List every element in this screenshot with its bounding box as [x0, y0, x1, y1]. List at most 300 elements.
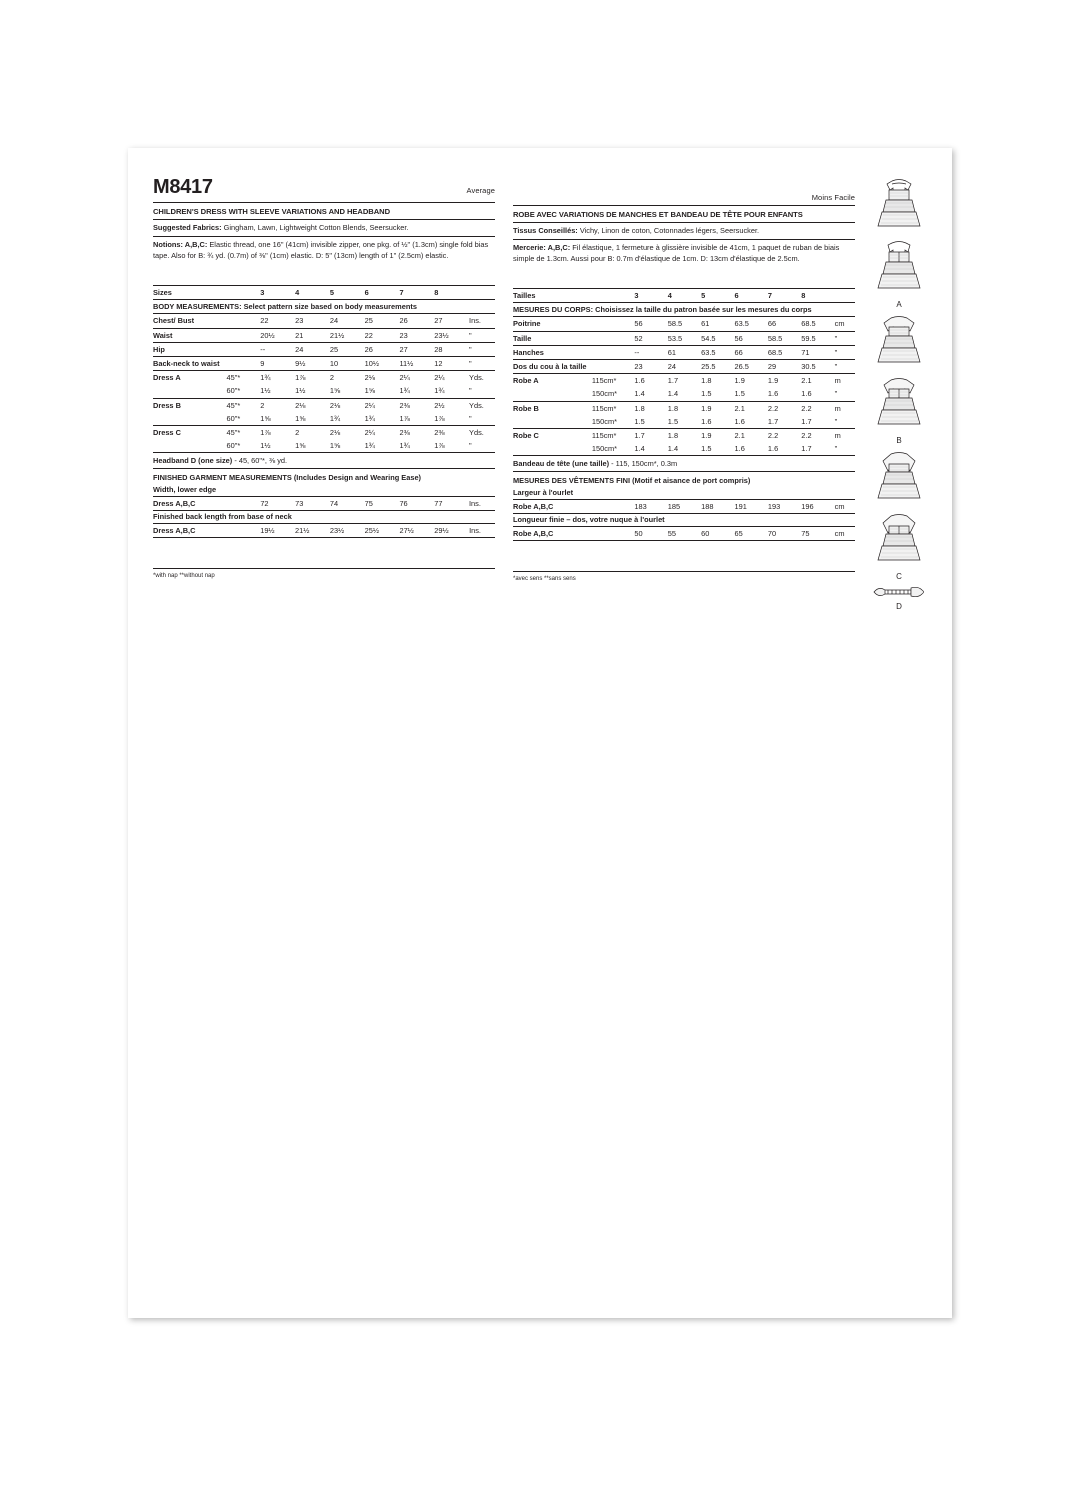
unit-cell: m — [834, 376, 841, 386]
english-header — [153, 176, 495, 203]
english-title: CHILDREN'S DRESS WITH SLEEVE VARIATIONS AND HEADBAND — [153, 203, 495, 220]
unit-cell: cm — [835, 500, 855, 514]
cell: 77 — [434, 497, 469, 511]
row-label: Poitrine — [513, 317, 592, 331]
cell: 22 — [260, 314, 295, 328]
cell: 75 — [365, 497, 400, 511]
unit-cell — [469, 286, 495, 300]
unit-cell: Yds. — [469, 400, 484, 410]
unit-cell: " — [835, 345, 855, 359]
cell: 1½ — [295, 384, 330, 398]
cell: 183 — [634, 500, 667, 514]
table-row — [513, 345, 855, 359]
row-label — [513, 442, 592, 456]
french-footnote-wrap — [513, 571, 855, 582]
cell: 1¾ — [330, 412, 365, 426]
size-cell: 3 — [260, 286, 295, 300]
cell: 1⅞ — [434, 439, 469, 453]
cell: 58.5 — [768, 331, 801, 345]
fabrics-label-en: Suggested Fabrics: — [153, 222, 222, 232]
fabric-width: 115cm* — [591, 430, 617, 440]
unit-cell: " — [469, 412, 495, 426]
cell: 28 — [434, 342, 469, 356]
cell: 2.2 — [801, 430, 812, 440]
english-sizes-table — [153, 286, 495, 453]
pattern-number: M8417 — [153, 176, 213, 198]
cell: 27 — [399, 342, 434, 356]
row-label: Dress A,B,C — [153, 524, 227, 538]
headband-view-d — [863, 584, 935, 600]
size-cell: 5 — [701, 289, 734, 303]
english-width-lower-edge: Width, lower edge — [153, 484, 495, 497]
cell: 56 — [735, 331, 768, 345]
unit-cell: m — [834, 430, 841, 440]
table-row — [153, 342, 495, 356]
cell: 1.9 — [701, 430, 712, 440]
cell: 23½ — [434, 328, 469, 342]
fabric-width: 45"* — [226, 400, 241, 410]
table-row — [513, 401, 855, 415]
cell: 10½ — [365, 356, 400, 370]
cell: 1.6 — [701, 415, 734, 429]
cell: 56 — [634, 317, 667, 331]
cell: 9 — [260, 356, 295, 370]
cell: 73 — [295, 497, 330, 511]
size-cell: 4 — [295, 286, 330, 300]
row-label: Dress B — [153, 400, 181, 410]
row-label: Dress A,B,C — [153, 497, 227, 511]
cell: 2¼ — [399, 373, 410, 383]
fabric-width: 115cm* — [591, 403, 617, 413]
row-label — [153, 384, 227, 398]
table-row — [153, 356, 495, 370]
dress-view-c-front — [863, 448, 935, 508]
cell: 1.8 — [701, 376, 712, 386]
sizes-header-row-fr — [513, 289, 855, 303]
body-measurements-header-en — [153, 300, 495, 314]
cell: 27½ — [399, 524, 434, 538]
cell: 2 — [260, 400, 265, 410]
french-notions — [513, 240, 855, 289]
fabric-width: 150cm* — [592, 387, 634, 401]
unit-cell: Yds. — [469, 373, 484, 383]
cell: 1.4 — [668, 387, 701, 401]
english-finished-heading: FINISHED GARMENT MEASUREMENTS (Includes Design and Wearing Ease) — [153, 472, 422, 482]
cell: 1⅞ — [295, 373, 306, 383]
cell: 2¼ — [364, 427, 375, 437]
dress-view-a-front — [863, 176, 935, 236]
cell: 26 — [399, 314, 434, 328]
unit-cell: " — [835, 331, 855, 345]
cell: 2 — [329, 373, 334, 383]
row-label — [153, 412, 227, 426]
table-row — [513, 428, 855, 442]
cell: 58.5 — [668, 317, 701, 331]
headband-text-fr: - 115, 150cm*, 0.3m — [609, 459, 678, 469]
size-cell: 7 — [768, 289, 801, 303]
cell: 1.7 — [667, 376, 679, 386]
cell: 30.5 — [801, 359, 834, 373]
cell: 1.7 — [768, 415, 801, 429]
cell: 72 — [260, 497, 295, 511]
cell: 1½ — [260, 384, 295, 398]
cell: 66 — [768, 317, 801, 331]
cell: 68.5 — [768, 345, 801, 359]
row-label: Robe A — [513, 376, 539, 386]
size-cell: 7 — [399, 286, 434, 300]
cell: 2.1 — [734, 403, 745, 413]
cell: 1.4 — [668, 442, 701, 456]
body-measurements-heading-fr: MESURES DU CORPS: Choisissez la taille du patron basée sur les mesures du corps — [513, 303, 855, 317]
cell: 65 — [735, 527, 768, 541]
cell: 10 — [330, 356, 365, 370]
cell: 1.6 — [768, 387, 801, 401]
cell: -- — [634, 345, 667, 359]
cell: 1.4 — [634, 442, 667, 456]
cell: 76 — [399, 497, 434, 511]
cell: 1.7 — [801, 415, 834, 429]
row-label: Dos du cou à la taille — [513, 359, 592, 373]
fabric-width: 60"* — [227, 384, 261, 398]
cell: 2 — [295, 427, 300, 437]
french-header — [513, 176, 855, 206]
size-cell: 8 — [801, 289, 834, 303]
english-notions — [153, 237, 495, 286]
unit-cell: " — [469, 439, 495, 453]
cell: 70 — [768, 527, 801, 541]
cell: 1.6 — [768, 442, 801, 456]
fabric-width: 115cm* — [591, 376, 617, 386]
french-footnote: *avec sens **sans sens — [513, 576, 576, 583]
english-column — [153, 176, 495, 582]
unit-cell: " — [469, 356, 495, 370]
unit-cell: Ins. — [469, 497, 495, 511]
cell: 1.5 — [701, 387, 734, 401]
cell: 2.2 — [767, 403, 779, 413]
row-label — [513, 387, 592, 401]
cell: 12 — [434, 356, 469, 370]
cell: 29½ — [434, 524, 469, 538]
body-measurements-header-fr — [513, 303, 855, 317]
cell: 21½ — [330, 328, 365, 342]
cell: 1.7 — [801, 442, 834, 456]
unit-cell: " — [469, 328, 495, 342]
difficulty-level-fr: Moins Facile — [811, 193, 855, 202]
body-measurements-heading-en: BODY MEASUREMENTS: Select pattern size based on body measurements — [153, 300, 495, 314]
sizes-spacer-en — [227, 286, 261, 300]
table-row — [513, 387, 855, 401]
cell: 11½ — [399, 356, 434, 370]
table-row — [153, 371, 495, 385]
cell: 1⅞ — [399, 412, 434, 426]
table-row — [153, 328, 495, 342]
cell: 24 — [330, 314, 365, 328]
cell: 1.7 — [634, 430, 645, 440]
cell: 1⅝ — [260, 412, 295, 426]
english-suggested-fabrics — [153, 220, 495, 238]
cell: 1.5 — [701, 442, 734, 456]
cell: 185 — [668, 500, 701, 514]
cell: 26 — [365, 342, 400, 356]
dress-view-a-back — [863, 238, 935, 298]
row-label: Chest/ Bust — [153, 314, 227, 328]
table-row — [513, 374, 855, 388]
cell: 25½ — [365, 524, 400, 538]
row-label — [153, 439, 227, 453]
cell: 1¾ — [399, 439, 434, 453]
cell: 66 — [735, 345, 768, 359]
row-label: Robe A,B,C — [513, 500, 592, 514]
cell: 1.5 — [735, 387, 768, 401]
cell: 63.5 — [701, 345, 734, 359]
difficulty-level-en: Average — [466, 186, 495, 195]
row-label: Taille — [513, 331, 592, 345]
cell: 193 — [768, 500, 801, 514]
table-row — [513, 317, 855, 331]
sizes-label-en: Sizes — [153, 286, 227, 300]
cell: 1.6 — [634, 376, 645, 386]
unit-cell — [835, 289, 855, 303]
view-label-a: A — [896, 300, 902, 309]
table-row — [513, 527, 855, 541]
fabrics-text-en: Gingham, Lawn, Lightweight Cotton Blends, Seersucker. — [221, 222, 409, 232]
cell: 1⅝ — [330, 384, 365, 398]
table-row — [513, 442, 855, 456]
size-cell: 6 — [365, 286, 400, 300]
cell: 2¼ — [434, 373, 445, 383]
cell: 188 — [701, 500, 734, 514]
fabric-width: 150cm* — [592, 442, 634, 456]
cell: 1.8 — [667, 403, 679, 413]
headband-label-fr: Bandeau de tête (une taille) — [513, 459, 610, 469]
cell: 196 — [801, 500, 834, 514]
row-label: Back-neck to waist — [153, 356, 227, 370]
cell: 23 — [634, 359, 667, 373]
french-headband-note — [513, 456, 855, 472]
cell: 29 — [768, 359, 801, 373]
cell: 50 — [634, 527, 667, 541]
cell: 1.9 — [734, 376, 745, 386]
table-row — [513, 359, 855, 373]
headband-text-en: - 45, 60"*, ⅜ yd. — [232, 456, 288, 466]
cell: 191 — [735, 500, 768, 514]
table-row — [153, 384, 495, 398]
sizes-header-row-en — [153, 286, 495, 300]
notions-text-fr: Fil élastique, 1 fermeture à glissière invisible de 41cm, 1 paquet de ruban de biais simple de 1.3cm. Aussi pour B: 0.7m d'élastique de 1cm. D: 13cm d'élastique de 2.5cm. — [513, 243, 840, 263]
cell: 52 — [634, 331, 667, 345]
french-width-lower-edge: Largeur à l'ourlet — [513, 487, 855, 500]
cell: 1⅝ — [295, 439, 330, 453]
french-sizes-table — [513, 289, 855, 456]
cell: 1.6 — [801, 387, 834, 401]
cell: 1.9 — [767, 376, 779, 386]
cell: 2⅛ — [295, 400, 306, 410]
fabric-width: 45"* — [226, 427, 241, 437]
table-row — [153, 497, 495, 511]
cell: 2⅛ — [329, 427, 341, 437]
cell: 2⅜ — [399, 427, 410, 437]
table-row — [153, 524, 495, 538]
dress-view-b-front — [863, 312, 935, 372]
cell: 55 — [668, 527, 701, 541]
cell: 1.9 — [701, 403, 712, 413]
cell: 2½ — [434, 400, 445, 410]
unit-cell: Ins. — [469, 314, 495, 328]
row-label: Robe B — [513, 403, 539, 413]
english-headband-note — [153, 453, 495, 469]
cell: 53.5 — [668, 331, 701, 345]
cell: 1.6 — [735, 442, 768, 456]
size-cell: 3 — [634, 289, 667, 303]
french-finished-heading: MESURES DES VÊTEMENTS FINI (Motif et aisance de port compris) — [513, 475, 751, 485]
fabric-width: 45"* — [226, 373, 241, 383]
row-label — [513, 415, 592, 429]
cell: 23 — [295, 314, 330, 328]
cell: 1½ — [260, 439, 295, 453]
row-label: Waist — [153, 328, 227, 342]
cell: 2⅛ — [329, 400, 341, 410]
fabric-width: 60"* — [227, 439, 261, 453]
cell: 1¾ — [399, 384, 434, 398]
sizes-label-fr: Tailles — [513, 289, 592, 303]
cell: 75 — [801, 527, 834, 541]
cell: -- — [260, 342, 295, 356]
cell: 2.2 — [801, 403, 812, 413]
notions-label-fr: Mercerie: A,B,C: — [513, 243, 571, 253]
cell: 2.2 — [767, 430, 779, 440]
dress-view-c-back — [863, 510, 935, 570]
french-finished-table — [513, 500, 855, 514]
fabric-width: 150cm* — [592, 415, 634, 429]
cell: 63.5 — [735, 317, 768, 331]
cell: 24 — [295, 342, 330, 356]
cell: 21 — [295, 328, 330, 342]
cell: 60 — [701, 527, 734, 541]
size-cell: 4 — [668, 289, 701, 303]
cell: 61 — [668, 345, 701, 359]
cell: 1⅝ — [330, 439, 365, 453]
cell: 1.8 — [634, 403, 645, 413]
cell: 1.6 — [735, 415, 768, 429]
cell: 54.5 — [701, 331, 734, 345]
cell: 25 — [365, 314, 400, 328]
table-row — [153, 439, 495, 453]
fabrics-text-fr: Vichy, Linon de coton, Cotonnades légers, Seersucker. — [577, 225, 760, 235]
cell: 1⅝ — [365, 384, 400, 398]
cell: 1⅞ — [434, 412, 469, 426]
english-finished-table — [153, 497, 495, 511]
size-cell: 6 — [735, 289, 768, 303]
document-content — [153, 176, 855, 582]
row-label: Hanches — [513, 345, 592, 359]
row-label: Hip — [153, 342, 227, 356]
size-cell: 5 — [330, 286, 365, 300]
cell: 1⅝ — [295, 412, 330, 426]
cell: 25.5 — [701, 359, 734, 373]
headband-label-en: Headband D (one size) — [153, 456, 233, 466]
cell: 1¾ — [260, 373, 271, 383]
french-title: ROBE AVEC VARIATIONS DE MANCHES ET BANDEAU DE TÊTE POUR ENFANTS — [513, 206, 855, 223]
cell: 1.4 — [634, 387, 667, 401]
cell: 59.5 — [801, 331, 834, 345]
cell: 23 — [399, 328, 434, 342]
cell: 2⅛ — [364, 373, 375, 383]
row-label: Robe C — [513, 430, 539, 440]
french-column — [513, 176, 855, 582]
unit-cell: Ins. — [469, 524, 495, 538]
two-column-layout — [153, 176, 855, 582]
cell: 25 — [330, 342, 365, 356]
unit-cell: " — [469, 384, 495, 398]
cell: 22 — [365, 328, 400, 342]
unit-cell: cm — [835, 527, 855, 541]
fabric-width: 60"* — [227, 412, 261, 426]
view-label-c: C — [896, 572, 902, 581]
cell: 1.5 — [634, 415, 667, 429]
cell: 1¾ — [365, 412, 400, 426]
table-row — [153, 314, 495, 328]
view-label-d: D — [896, 602, 902, 611]
notions-label-en: Notions: A,B,C: — [153, 240, 208, 250]
table-row — [513, 331, 855, 345]
cell: 2⅜ — [434, 427, 445, 437]
view-label-b: B — [896, 436, 902, 445]
unit-cell: cm — [835, 317, 855, 331]
english-back-length-table — [153, 524, 495, 538]
unit-cell: " — [835, 359, 855, 373]
french-back-length-heading: Longueur finie – dos, votre nuque à l'ourlet — [513, 514, 855, 527]
cell: 2⅜ — [399, 400, 410, 410]
cell: 1¾ — [434, 384, 469, 398]
table-row — [153, 398, 495, 412]
english-back-length-heading: Finished back length from base of neck — [153, 511, 495, 524]
unit-cell: " — [835, 442, 855, 456]
unit-cell: m — [834, 403, 841, 413]
unit-cell: Yds. — [469, 427, 484, 437]
cell: 1.8 — [667, 430, 679, 440]
table-row — [153, 425, 495, 439]
cell: 23½ — [330, 524, 365, 538]
cell: 19½ — [260, 524, 295, 538]
cell: 1¾ — [365, 439, 400, 453]
notions-text-en: Elastic thread, one 16" (41cm) invisible zipper, one pkg. of ½" (1.3cm) single fold bias tape. Also for B: ¾ yd. (0.7m) of ⅜" (1cm) elastic. D: 5" (13cm) length of 1" (2.5cm) elastic. — [153, 240, 489, 260]
size-cell: 8 — [434, 286, 469, 300]
french-suggested-fabrics — [513, 223, 855, 241]
table-row — [513, 415, 855, 429]
pattern-envelope-back — [128, 148, 952, 1318]
cell: 27 — [434, 314, 469, 328]
english-footnote-wrap — [153, 568, 495, 579]
row-label: Robe A,B,C — [513, 527, 592, 541]
table-row — [513, 500, 855, 514]
cell: 68.5 — [801, 317, 834, 331]
english-footnote: *with nap **without nap — [153, 573, 215, 580]
row-label: Dress C — [153, 427, 181, 437]
cell: 1.5 — [668, 415, 701, 429]
cell: 20½ — [260, 328, 295, 342]
cell: 24 — [668, 359, 701, 373]
cell: 1⅞ — [260, 427, 271, 437]
dress-view-b-back — [863, 374, 935, 434]
cell: 74 — [330, 497, 365, 511]
cell: 71 — [801, 345, 834, 359]
cell: 26.5 — [735, 359, 768, 373]
french-back-length-table — [513, 527, 855, 541]
cell: 2.1 — [801, 376, 812, 386]
cell: 9½ — [295, 356, 330, 370]
unit-cell: " — [835, 387, 855, 401]
cell: 61 — [701, 317, 734, 331]
